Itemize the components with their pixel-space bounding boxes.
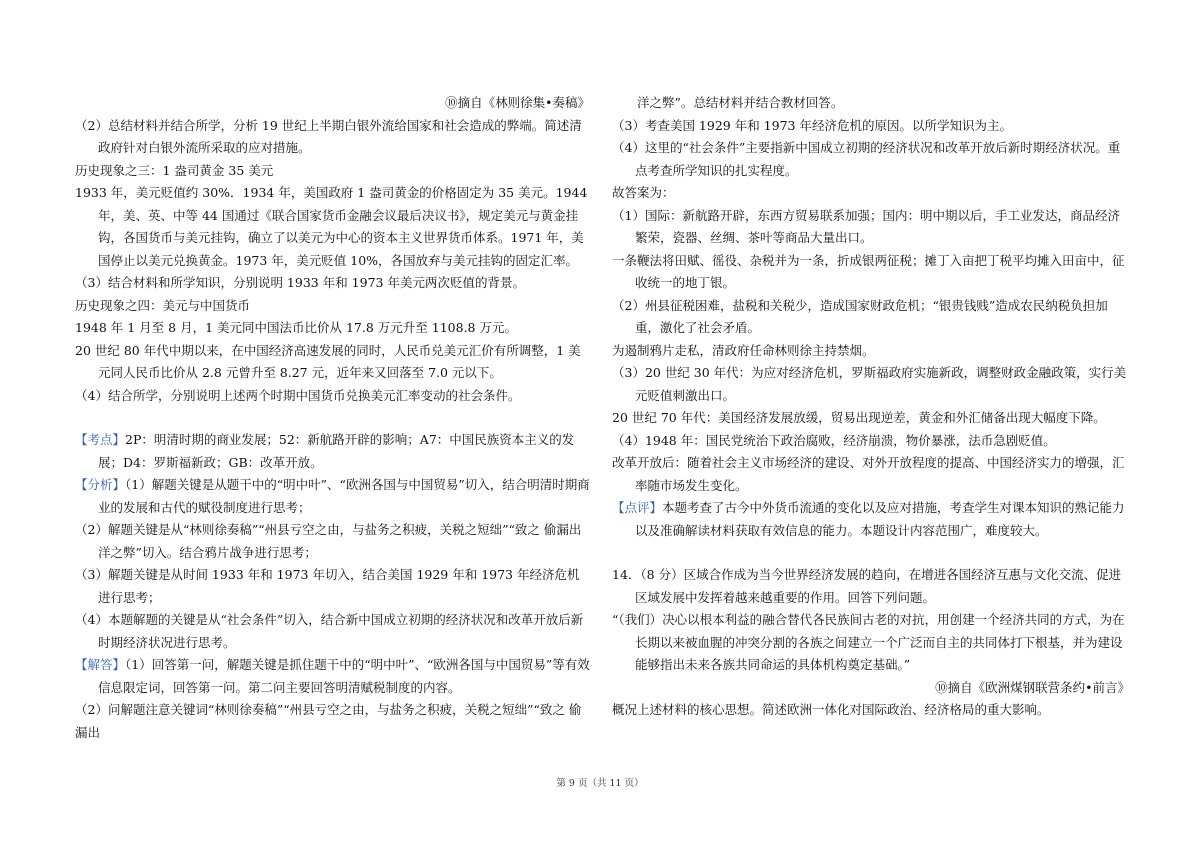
paragraph-text: （3）20 世纪 30 年代：为应对经济危机，罗斯福政府实施新政，调整财政金融政策，实行美元贬值刺激出口。: [612, 365, 1127, 403]
paragraph-text: 为遏制鸦片走私，清政府任命林则徐主持禁烟。: [612, 342, 875, 358]
left-column: [75, 92, 590, 744]
section-tag: 【点评】: [612, 500, 663, 515]
left-column-paragraph: [75, 295, 590, 318]
left-column-paragraph: [75, 340, 590, 385]
paragraph-text: （1）解题关键是从题干中的“明中叶”、“欧洲各国与中国贸易”切入，结合明清时期商业的发展和古代的赋役制度进行思考；: [98, 477, 590, 515]
paragraph-text: 历史现象之四：美元与中国货币: [75, 297, 251, 313]
paragraph-text: 20 世纪 70 年代：美国经济发展放缓，贸易出现逆差，黄金和外汇储备出现大幅度下降。: [612, 410, 1106, 425]
paragraph-text: 1948 年 1 月至 8 月，1 美元同中国法币比价从 17.8 万元升至 1108.8 万元。: [75, 320, 517, 335]
section-tag: 【考点】: [75, 432, 126, 447]
paragraph-text: （3）结合材料和所学知识，分别说明 1933 年和 1973 年美元两次贬值的背景。: [75, 275, 525, 290]
right-column-paragraph: [612, 340, 1130, 363]
paragraph-text: 14．（8 分）区域合作成为当今世界经济发展的趋向，在增进各国经济互惠与文化交流、促进区域发展中发挥着越来越重要的作用。回答下列问题。: [612, 567, 1122, 605]
right-column-paragraph: [612, 115, 1130, 138]
left-column-paragraph: [75, 115, 590, 160]
right-column: [612, 92, 1130, 722]
paragraph-text: （1）国际：新航路开辟，东西方贸易联系加强；国内：明中期以后，手工业发达，商品经济繁荣，瓷器、丝绸、茶叶等商品大量出口。: [612, 207, 1120, 245]
left-column-paragraph: [75, 519, 590, 564]
right-column-paragraph: [612, 92, 1130, 115]
left-column-paragraph: [75, 317, 590, 340]
paragraph-text: 1933 年，美元贬值约 30%．1934 年，美国政府 1 盎司黄金的价格固定为 35 美元。1944 年，美、英、中等 44 国通过《联合国家货币金融会议最后决议书》，规定美元与黄金挂钩，各国货币与美元挂钩，确立了以美元为中心的资本主义世界货币体系。1971 年，美国停止以美元兑换黄金。1973 年，美元贬值 10%，各国放弃与美元挂钩的固定汇率。: [75, 185, 588, 268]
paragraph-text: 故答案为：: [612, 185, 675, 200]
left-column-paragraph: [75, 182, 590, 272]
right-column-paragraph: [612, 609, 1130, 677]
left-column-paragraph: [75, 160, 590, 183]
left-column-paragraph: [75, 385, 590, 408]
paragraph-text: （2）总结材料并结合所学，分析 19 世纪上半期白银外流给国家和社会造成的弊端。简述清政府针对白银外流所采取的应对措施。: [75, 117, 582, 155]
paragraph-text: “（我们）决心以根本利益的融合替代各民族间古老的对抗，用创建一个经济共同的方式，为在长期以来被血腥的冲突分割的各族之间建立一个广泛而自主的共同体打下根基，并为建设能够指出未来各族共同命运的具体机构奠定基础。”: [612, 612, 1125, 672]
right-column-paragraph: [612, 699, 1130, 722]
right-column-paragraph: [612, 452, 1130, 497]
right-column-paragraph: [612, 362, 1130, 407]
paragraph-text: 2P：明清时期的商业发展；52：新航路开辟的影响；A7：中国民族资本主义的发展；D4：罗斯福新政；GB：改革开放。: [98, 432, 575, 470]
paragraph-text: 历史现象之三：1 盎司黄金 35 美元: [75, 162, 274, 178]
left-column-paragraph: [75, 429, 590, 474]
paragraph-text: （1）回答第一问，解题关键是抓住题干中的“明中叶”、“欧洲各国与中国贸易”等有效信息限定词，回答第一问。第二问主要回答明清赋税制度的内容。: [98, 657, 590, 695]
paragraph-text: 改革开放后：随着社会主义市场经济的建设、对外开放程度的提高、中国经济实力的增强，汇率随市场发生变化。: [612, 455, 1125, 493]
paragraph-text: ⑩摘自《欧洲煤钢联营条约•前言》: [935, 679, 1130, 695]
right-column-paragraph: [612, 564, 1130, 609]
right-column-paragraph: [612, 497, 1130, 542]
left-column-paragraph: [75, 92, 590, 115]
right-column-paragraph: [612, 295, 1130, 340]
right-column-paragraph: [612, 677, 1130, 700]
paragraph-text: （4）本题解题的关键是从“社会条件”切入，结合新中国成立初期的经济状况和改革开放后新时期经济状况进行思考。: [75, 612, 584, 650]
paragraph-text: （4）这里的“社会条件”主要指新中国成立初期的经济状况和改革开放后新时期经济状况。重点考查所学知识的扎实程度。: [612, 140, 1121, 178]
right-column-paragraph: [612, 182, 1130, 205]
right-column-paragraph: [612, 205, 1130, 250]
paragraph-text: （4）结合所学，分别说明上述两个时期中国货币兑换美元汇率变动的社会条件。: [75, 387, 521, 403]
paragraph-text: ⑩摘自《林则徐集•奏稿》: [445, 95, 590, 110]
section-tag: 【解答】: [75, 657, 126, 672]
paragraph-text: （3）考查美国 1929 年和 1973 年经济危机的原因。以所学知识为主。: [612, 117, 1012, 133]
left-column-paragraph: [75, 699, 590, 744]
paragraph-text: 概况上述材料的核心思想。简述欧洲一体化对国际政治、经济格局的重大影响。: [612, 702, 1050, 717]
paragraph-text: 20 世纪 80 年代中期以来，在中国经济高速发展的同时，人民币兑美元汇价有所调整，1 美元同人民币比价从 2.8 元曾升至 8.27 元，近年来又回落至 7.0 元以下。: [75, 342, 581, 380]
left-column-paragraph: [75, 564, 590, 609]
paragraph-text: 本题考查了古今中外货币流通的变化以及应对措施，考查学生对课本知识的熟记能力以及准确解读材料获取有效信息的能力。本题设计内容范围广，难度较大。: [635, 500, 1125, 538]
left-column-paragraph: [75, 474, 590, 519]
paragraph-text: （4）1948 年：国民党统治下政治腐败，经济崩溃，物价暴涨，法币急剧贬值。: [612, 432, 1056, 448]
left-column-paragraph: [75, 654, 590, 699]
section-tag: 【分析】: [75, 477, 126, 492]
paragraph-text: 洋之弊”。总结材料并结合教材回答。: [612, 95, 844, 110]
paragraph-text: （3）解题关键是从时间 1933 年和 1973 年切入，结合美国 1929 年和 1973 年经济危机进行思考；: [75, 567, 580, 605]
left-column-paragraph: [75, 272, 590, 295]
left-column-paragraph: [75, 609, 590, 654]
paragraph-text: （2）问解题注意关键词“林则徐奏稿”“州县亏空之由，与盐务之积疲，关税之短绌”“致之 偷漏出: [75, 702, 582, 740]
paragraph-text: 一条鞭法将田赋、徭役、杂税并为一条，折成银两征税；摊丁入亩把丁税平均摊入田亩中，征收统一的地丁银。: [612, 252, 1125, 290]
paragraph-text: （2）州县征税困难，盐税和关税少，造成国家财政危机；“银贵钱贱”造成农民纳税负担加重，激化了社会矛盾。: [612, 297, 1108, 335]
paragraph-text: （2）解题关键是从“林则徐奏稿”“州县亏空之由，与盐务之积疲，关税之短绌”“致之 偷漏出洋之弊”切入。结合鸦片战争进行思考；: [75, 522, 582, 560]
right-column-paragraph: [612, 430, 1130, 453]
right-column-paragraph: [612, 250, 1130, 295]
right-column-paragraph: [612, 407, 1130, 430]
page-footer: 第 9 页（共 11 页）: [556, 778, 644, 789]
right-column-paragraph: [612, 137, 1130, 182]
